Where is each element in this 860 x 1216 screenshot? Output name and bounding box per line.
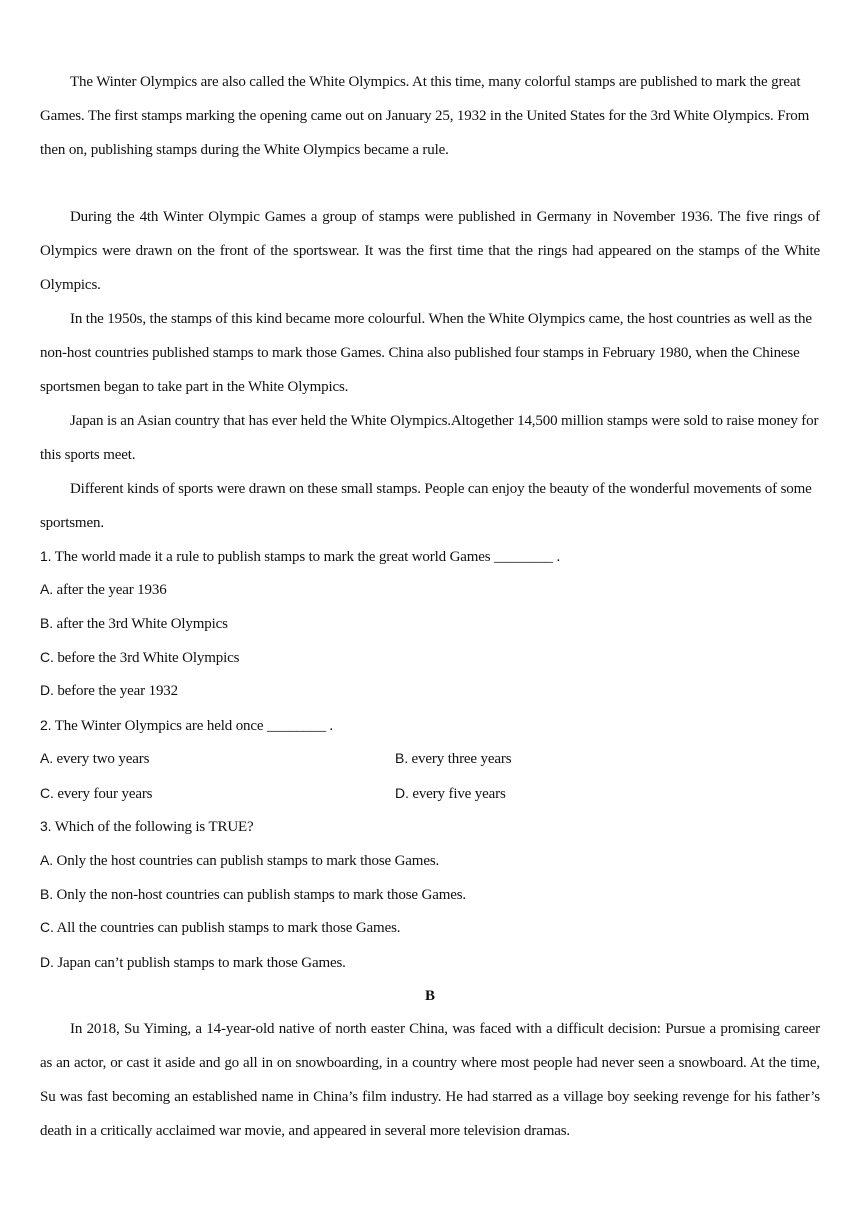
option-letter: A. — [40, 852, 53, 868]
question-text: The world made it a rule to publish stamps to mark the great world Games ________ . — [54, 549, 561, 565]
passage-a-paragraph-5: Different kinds of sports were drawn on these small stamps. People can enjoy the beauty of the wonderful movements of some sportsmen. — [40, 481, 812, 531]
question-2-option-b — [395, 747, 511, 770]
option-letter: C. — [40, 919, 54, 935]
passage-a-paragraph-2: During the 4th Winter Olympic Games a group of stamps were published in Germany in November 1936. The five rings of Olympics were drawn on the front of the sportswear. It was the first time that the rings had appeared on the stamps of the White Olympics. — [40, 209, 820, 293]
question-1-option-c — [40, 646, 239, 669]
question-3-option-a — [40, 849, 439, 872]
passage-a-paragraph-3: In the 1950s, the stamps of this kind became more colourful. When the White Olympics came, the host countries as well as the non-host countries published stamps to mark those Games. China also published four stamps in February 1980, when the Chinese sportsmen began to take part in the White Olympics. — [40, 311, 812, 395]
option-text: All the countries can publish stamps to mark those Games. — [56, 920, 401, 936]
option-text: Only the host countries can publish stamps to mark those Games. — [56, 853, 440, 869]
option-text: before the year 1932 — [57, 683, 179, 699]
question-2-option-c — [40, 782, 152, 805]
question-text: Which of the following is TRUE? — [54, 819, 254, 835]
question-1-option-d — [40, 679, 178, 702]
option-letter: D. — [40, 954, 54, 970]
option-letter: D. — [395, 785, 409, 801]
question-3-option-b — [40, 883, 466, 906]
question-2-option-d — [395, 782, 506, 805]
option-text: every two years — [56, 751, 150, 767]
question-2-stem — [40, 714, 333, 737]
option-letter: C. — [40, 649, 54, 665]
passage-b-paragraph-1: In 2018, Su Yiming, a 14-year-old native of north easter China, was faced with a difficult decision: Pursue a promising career as an actor, or cast it aside and go all in on snowboarding, in a country where most people had never seen a snowboard. At the time, Su was fast becoming an established name in China’s film industry. He had starred as a village boy seeking revenge for his father’s death in a critically acclaimed war movie, and appeared in several more television dramas. — [40, 1021, 820, 1139]
question-1-stem — [40, 545, 560, 568]
question-number: 3. — [40, 818, 52, 834]
question-3-stem — [40, 815, 254, 838]
option-text: every three years — [411, 751, 512, 767]
question-3-option-c — [40, 916, 400, 939]
question-2-option-a — [40, 747, 149, 770]
option-letter: A. — [40, 581, 53, 597]
passage-a-paragraph-4: Japan is an Asian country that has ever held the White Olympics.Altogether 14,500 million stamps were sold to raise money for this sports meet. — [40, 413, 819, 463]
option-letter: B. — [40, 615, 53, 631]
option-letter: D. — [40, 682, 54, 698]
passage-a-paragraph-1: The Winter Olympics are also called the White Olympics. At this time, many colorful stamps are published to mark the great Games. The first stamps marking the opening came out on January 25, 1932 in the United States for the 3rd White Olympics. From then on, publishing stamps during the White Olympics became a rule. — [40, 74, 810, 158]
option-letter: C. — [40, 785, 54, 801]
question-number: 1. — [40, 548, 52, 564]
question-number: 2. — [40, 717, 52, 733]
option-letter: B. — [40, 886, 53, 902]
option-letter: A. — [40, 750, 53, 766]
passage-b-heading: B — [424, 988, 435, 1004]
option-text: every five years — [412, 786, 506, 802]
question-text: The Winter Olympics are held once ________ . — [54, 718, 334, 734]
question-3-option-d — [40, 951, 346, 974]
option-text: every four years — [57, 786, 153, 802]
question-1-option-a — [40, 578, 167, 601]
option-text: Japan can’t publish stamps to mark those Games. — [57, 955, 346, 971]
question-1-option-b — [40, 612, 228, 635]
option-text: before the 3rd White Olympics — [57, 650, 240, 666]
option-text: after the 3rd White Olympics — [56, 616, 228, 632]
option-text: after the year 1936 — [56, 582, 167, 598]
option-letter: B. — [395, 750, 408, 766]
option-text: Only the non-host countries can publish stamps to mark those Games. — [56, 887, 467, 903]
